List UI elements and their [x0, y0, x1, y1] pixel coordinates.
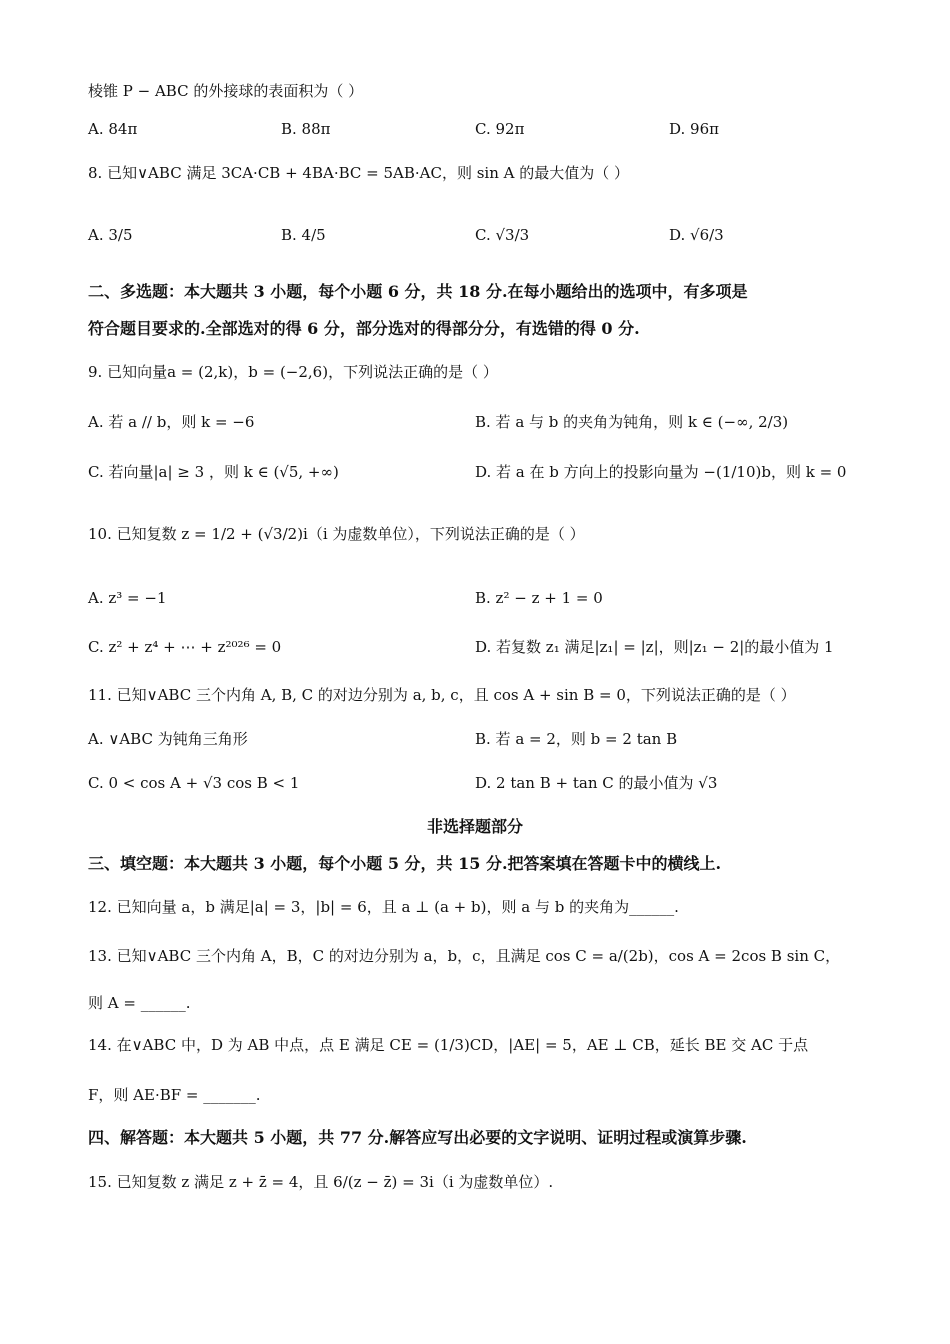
- q7-stem: 棱锥 P − ABC 的外接球的表面积为（ ）: [88, 82, 364, 100]
- q7-option-a: A. 84π: [88, 120, 138, 138]
- q9-stem: 9. 已知向量a = (2,k)，b = (−2,6)，下列说法正确的是（ ）: [88, 363, 498, 381]
- q11-stem: 11. 已知∨ABC 三个内角 A, B, C 的对边分别为 a, b, c，且 cos A + sin B = 0，下列说法正确的是（ ）: [88, 686, 796, 704]
- q15-stem: 15. 已知复数 z 满足 z + z̄ = 4，且 6/(z − z̄) = 3i（i 为虚数单位）.: [88, 1173, 554, 1191]
- q9-option-a: A. 若 a // b，则 k = −6: [88, 413, 255, 431]
- q11-option-b: B. 若 a = 2，则 b = 2 tan B: [475, 730, 678, 748]
- q8-option-a: A. 3/5: [88, 226, 133, 244]
- q8-stem: 8. 已知∨ABC 满足 3CA·CB + 4BA·BC = 5AB·AC，则 sin A 的最大值为（ ）: [88, 164, 630, 182]
- section2-heading-line2: 符合题目要求的.全部选对的得 6 分，部分选对的得部分分，有选错的得 0 分.: [88, 319, 640, 338]
- q10-option-a: A. z³ = −1: [88, 589, 167, 607]
- q14-stem-line1: 14. 在∨ABC 中，D 为 AB 中点，点 E 满足 CE = (1/3)CD，|AE| = 5，AE ⊥ CB，延长 BE 交 AC 于点: [88, 1036, 809, 1054]
- q8-option-b: B. 4/5: [281, 226, 326, 244]
- q7-option-b: B. 88π: [281, 120, 331, 138]
- q14-stem-line2: F，则 AE·BF = _______.: [88, 1086, 261, 1104]
- section4-heading: 四、解答题：本大题共 5 小题，共 77 分.解答应写出必要的文字说明、证明过程或演算步骤.: [88, 1128, 747, 1147]
- section2-heading-line1: 二、多选题：本大题共 3 小题，每个小题 6 分，共 18 分.在每小题给出的选项中，有多项是: [88, 282, 748, 301]
- q11-option-d: D. 2 tan B + tan C 的最小值为 √3: [475, 774, 718, 792]
- q9-option-b: B. 若 a 与 b 的夹角为钝角，则 k ∈ (−∞, 2/3): [475, 413, 789, 431]
- q9-option-c: C. 若向量|a| ≥ 3 ，则 k ∈ (√5, +∞): [88, 463, 339, 481]
- section3-heading: 三、填空题：本大题共 3 小题，每个小题 5 分，共 15 分.把答案填在答题卡中的横线上.: [88, 854, 722, 873]
- q13-stem-line1: 13. 已知∨ABC 三个内角 A，B，C 的对边分别为 a，b，c，且满足 cos C = a/(2b)，cos A = 2cos B sin C，: [88, 947, 841, 965]
- q10-option-d: D. 若复数 z₁ 满足|z₁| = |z|，则|z₁ − 2|的最小值为 1: [475, 638, 834, 656]
- q12-stem: 12. 已知向量 a，b 满足|a| = 3，|b| = 6，且 a ⊥ (a + b)，则 a 与 b 的夹角为______.: [88, 898, 679, 916]
- q7-option-d: D. 96π: [669, 120, 719, 138]
- q9-options-row2: [88, 461, 860, 521]
- q10-option-c: C. z² + z⁴ + ⋯ + z²⁰²⁶ = 0: [88, 638, 282, 656]
- q11-option-c: C. 0 < cos A + √3 cos B < 1: [88, 774, 300, 792]
- q13-stem-line2: 则 A = ______.: [88, 994, 191, 1012]
- q8-options: [88, 224, 860, 284]
- q8-option-d: D. √6/3: [669, 226, 724, 244]
- q7-option-c: C. 92π: [475, 120, 525, 138]
- q8-option-c: C. √3/3: [475, 226, 530, 244]
- q10-option-b: B. z² − z + 1 = 0: [475, 589, 603, 607]
- q11-option-a: A. ∨ABC 为钝角三角形: [88, 730, 248, 748]
- q10-stem: 10. 已知复数 z = 1/2 + (√3/2)i（i 为虚数单位），下列说法正确的是（ ）: [88, 525, 585, 543]
- q9-option-d: D. 若 a 在 b 方向上的投影向量为 −(1/10)b，则 k = 0: [475, 463, 847, 481]
- nonchoice-heading: 非选择题部分: [426, 817, 523, 836]
